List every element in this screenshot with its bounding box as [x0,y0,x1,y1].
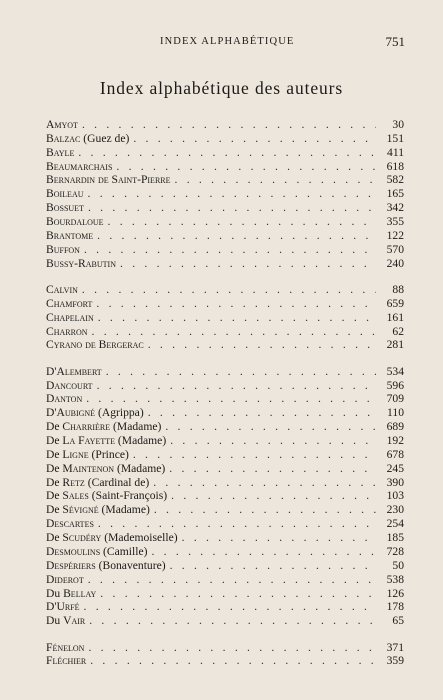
author-name [46,297,92,311]
author-particle: De [46,531,63,545]
author-name [46,325,88,339]
author-surname: Bossuet [46,201,84,215]
author-qualifier: (Mademoiselle) [101,531,178,545]
author-qualifier: (Bonaventure) [95,558,166,572]
author-name [46,503,150,517]
author-qualifier: (Madame) [98,503,150,517]
author-name [46,476,149,490]
index-entry [46,379,404,393]
author-particle: De [46,461,63,475]
entry-page-number: 359 [386,654,404,668]
author-name [46,654,86,668]
author-surname: Diderot [46,572,84,586]
entry-page-number: 110 [387,406,404,420]
author-name [46,392,82,406]
dot-leader [120,257,376,271]
author-name [46,545,147,559]
author-particle: D' [46,600,57,614]
entry-page-number: 596 [386,378,404,392]
dot-leader [98,517,376,531]
entry-page-number: 165 [386,187,404,201]
author-name [46,614,85,628]
index-entry [46,476,404,490]
author-surname: Amyot [46,118,78,131]
index-group [46,283,404,352]
author-name [46,559,166,573]
entry-page-number: 245 [386,461,404,475]
entry-page-number: 65 [392,614,404,628]
author-qualifier: (Saint-François) [88,489,168,503]
author-surname: La Fayette [62,434,115,448]
author-surname: Urfé [56,600,80,614]
author-surname: Sales [62,489,89,503]
index-entry [46,311,404,325]
author-name [46,587,96,601]
author-surname: Ligne [62,447,89,461]
index-entry [46,587,404,601]
dot-leader [175,173,377,187]
entry-page-number: 371 [386,640,404,654]
author-name [46,338,144,352]
entry-page-number: 659 [386,296,404,310]
author-surname: Charrière [62,420,111,434]
author-name [46,118,78,132]
author-surname: D'Aubigné [46,406,96,420]
author-particle: De [46,434,63,448]
author-surname: Bellay [63,586,97,600]
dot-leader [154,503,376,517]
author-surname: Maintenon [62,461,115,475]
dot-leader [88,641,376,655]
index-entry [46,243,404,257]
index-entry [46,545,404,559]
author-name [46,243,80,257]
author-particle: De [46,447,63,461]
entry-page-number: 355 [386,215,404,229]
author-name [46,257,116,271]
author-qualifier: (Agrippa) [95,406,144,420]
entry-page-number: 103 [386,489,404,503]
entry-page-number: 230 [386,503,404,517]
entry-page-number: 570 [386,242,404,256]
entry-page-number: 342 [386,201,404,215]
dot-leader [106,365,376,379]
index-entry [46,338,404,352]
author-qualifier: (Cardinal de) [84,475,150,489]
index-group [46,641,404,669]
index-entry [46,420,404,434]
dot-leader [88,201,376,215]
index-entry [46,132,404,146]
author-surname: Descartes [46,517,94,531]
index-group [46,365,404,628]
author-surname: Fénelon [46,640,85,654]
author-surname: Vair [63,614,86,628]
index-entry [46,641,404,655]
index-entry [46,573,404,587]
author-name [46,573,84,587]
dot-leader [97,229,376,243]
author-surname: Balzac [46,131,81,145]
author-name [46,187,84,201]
index-entry [46,392,404,406]
index-entry [46,201,404,215]
author-surname: Bernardin de Saint-Pierre [46,173,171,187]
entry-page-number: 411 [387,145,404,159]
author-particle: De [46,503,63,517]
entry-page-number: 30 [392,118,404,131]
index-entry [46,462,404,476]
index-entry [46,283,404,297]
dot-leader [82,283,376,297]
author-name [46,600,80,614]
entry-page-number: 240 [386,256,404,270]
author-name [46,531,178,545]
author-surname: Cyrano de Bergerac [46,338,144,352]
entry-page-number: 50 [392,558,404,572]
author-surname: Sévigné [62,503,99,517]
entry-page-number: 151 [386,131,404,145]
entry-page-number: 281 [386,338,404,352]
entry-page-number: 62 [392,324,404,338]
author-surname: D'Alembert [46,364,102,378]
index-entry [46,257,404,271]
author-name [46,146,74,160]
author-surname: Beaumarchais [46,159,113,173]
dot-leader [108,215,376,229]
author-surname: Charron [46,324,88,338]
author-name [46,132,129,146]
author-surname: Boileau [46,187,84,201]
entry-page-number: 192 [386,434,404,448]
author-name [46,448,129,462]
index-entry [46,406,404,420]
index-entry [46,531,404,545]
dot-leader [78,146,376,160]
entry-page-number: 88 [392,282,404,296]
dot-leader [88,573,376,587]
running-head: INDEX ALPHABÉTIQUE [160,36,295,47]
author-name [46,201,84,215]
dot-leader [97,379,376,393]
entry-page-number: 678 [386,447,404,461]
author-name [46,160,112,174]
author-qualifier: (Madame) [114,461,166,475]
entry-page-number: 254 [386,517,404,531]
author-name [46,283,78,297]
entry-page-number: 689 [386,420,404,434]
index-entry [46,559,404,573]
author-qualifier: (Prince) [88,447,129,461]
index-entry [46,173,404,187]
author-name [46,215,104,229]
author-surname: Calvin [46,282,78,296]
author-surname: Chamfort [46,296,93,310]
dot-leader [116,160,376,174]
author-surname: Danton [46,392,83,406]
dot-leader [133,132,376,146]
dot-leader [84,243,376,257]
author-surname: Despériers [46,558,96,572]
author-particle: Du [46,586,64,600]
author-name [46,420,161,434]
author-surname: Buffon [46,242,80,256]
dot-leader [89,614,376,628]
dot-leader [169,462,376,476]
dot-leader [165,420,376,434]
author-qualifier: (Madame) [110,420,162,434]
index-entry [46,489,404,503]
author-name [46,229,93,243]
index-entry [46,614,404,628]
dot-leader [100,587,376,601]
author-surname: Chapelain [46,310,94,324]
author-name [46,379,93,393]
index-entry [46,325,404,339]
author-surname: Desmoulins [46,544,101,558]
author-name [46,489,167,503]
author-qualifier: (Camille) [100,544,148,558]
author-name [46,365,102,379]
entry-page-number: 728 [386,544,404,558]
author-name [46,406,144,420]
index-entry [46,365,404,379]
entry-page-number: 126 [386,586,404,600]
index-entry [46,118,404,132]
entry-page-number: 709 [386,392,404,406]
index-entry [46,503,404,517]
page-number: 751 [385,34,405,49]
author-surname: Retz [62,475,85,489]
dot-leader [153,476,376,490]
entry-page-number: 538 [386,572,404,586]
dot-leader [170,559,376,573]
dot-leader [148,406,376,420]
index-entry [46,434,404,448]
dot-leader [84,600,376,614]
index-entry [46,297,404,311]
dot-leader [96,297,376,311]
author-qualifier: (Guez de) [80,131,130,145]
dot-leader [90,654,376,668]
entry-page-number: 534 [386,364,404,378]
author-surname: Bayle [46,145,75,159]
dot-leader [92,325,376,339]
index-entry [46,654,404,668]
author-particle: De [46,489,63,503]
author-surname: Bourdaloue [46,215,104,229]
dot-leader [151,545,376,559]
entry-page-number: 161 [386,310,404,324]
index-group [46,118,404,270]
index-entry [46,160,404,174]
dot-leader [148,338,376,352]
dot-leader [98,311,376,325]
dot-leader [171,489,376,503]
author-name [46,311,94,325]
author-particle: De [46,475,63,489]
dot-leader [182,531,376,545]
author-name [46,173,171,187]
dot-leader [170,434,376,448]
index-entry [46,517,404,531]
index-entry [46,146,404,160]
author-surname: Bussy-Rabutin [46,256,116,270]
dot-leader [82,118,376,132]
author-surname: Brantome [46,228,94,242]
index-entry [46,215,404,229]
author-qualifier: (Madame) [115,434,167,448]
index-entry [46,600,404,614]
author-particle: Du [46,614,64,628]
entry-page-number: 178 [386,600,404,614]
entry-page-number: 122 [386,228,404,242]
entry-page-number: 582 [386,173,404,187]
author-name [46,641,84,655]
entry-page-number: 185 [386,531,404,545]
author-surname: Fléchier [46,654,87,668]
index-entry [46,187,404,201]
entry-page-number: 390 [386,475,404,489]
author-surname: Scudéry [62,531,102,545]
author-index [46,118,404,681]
dot-leader [86,392,376,406]
author-name [46,517,94,531]
dot-leader [133,448,376,462]
entry-page-number: 618 [386,159,404,173]
author-particle: De [46,420,63,434]
author-surname: Dancourt [46,378,93,392]
index-entry [46,229,404,243]
author-name [46,434,166,448]
index-title: Index alphabétique des auteurs [99,78,344,98]
dot-leader [88,187,376,201]
author-name [46,462,165,476]
index-entry [46,448,404,462]
